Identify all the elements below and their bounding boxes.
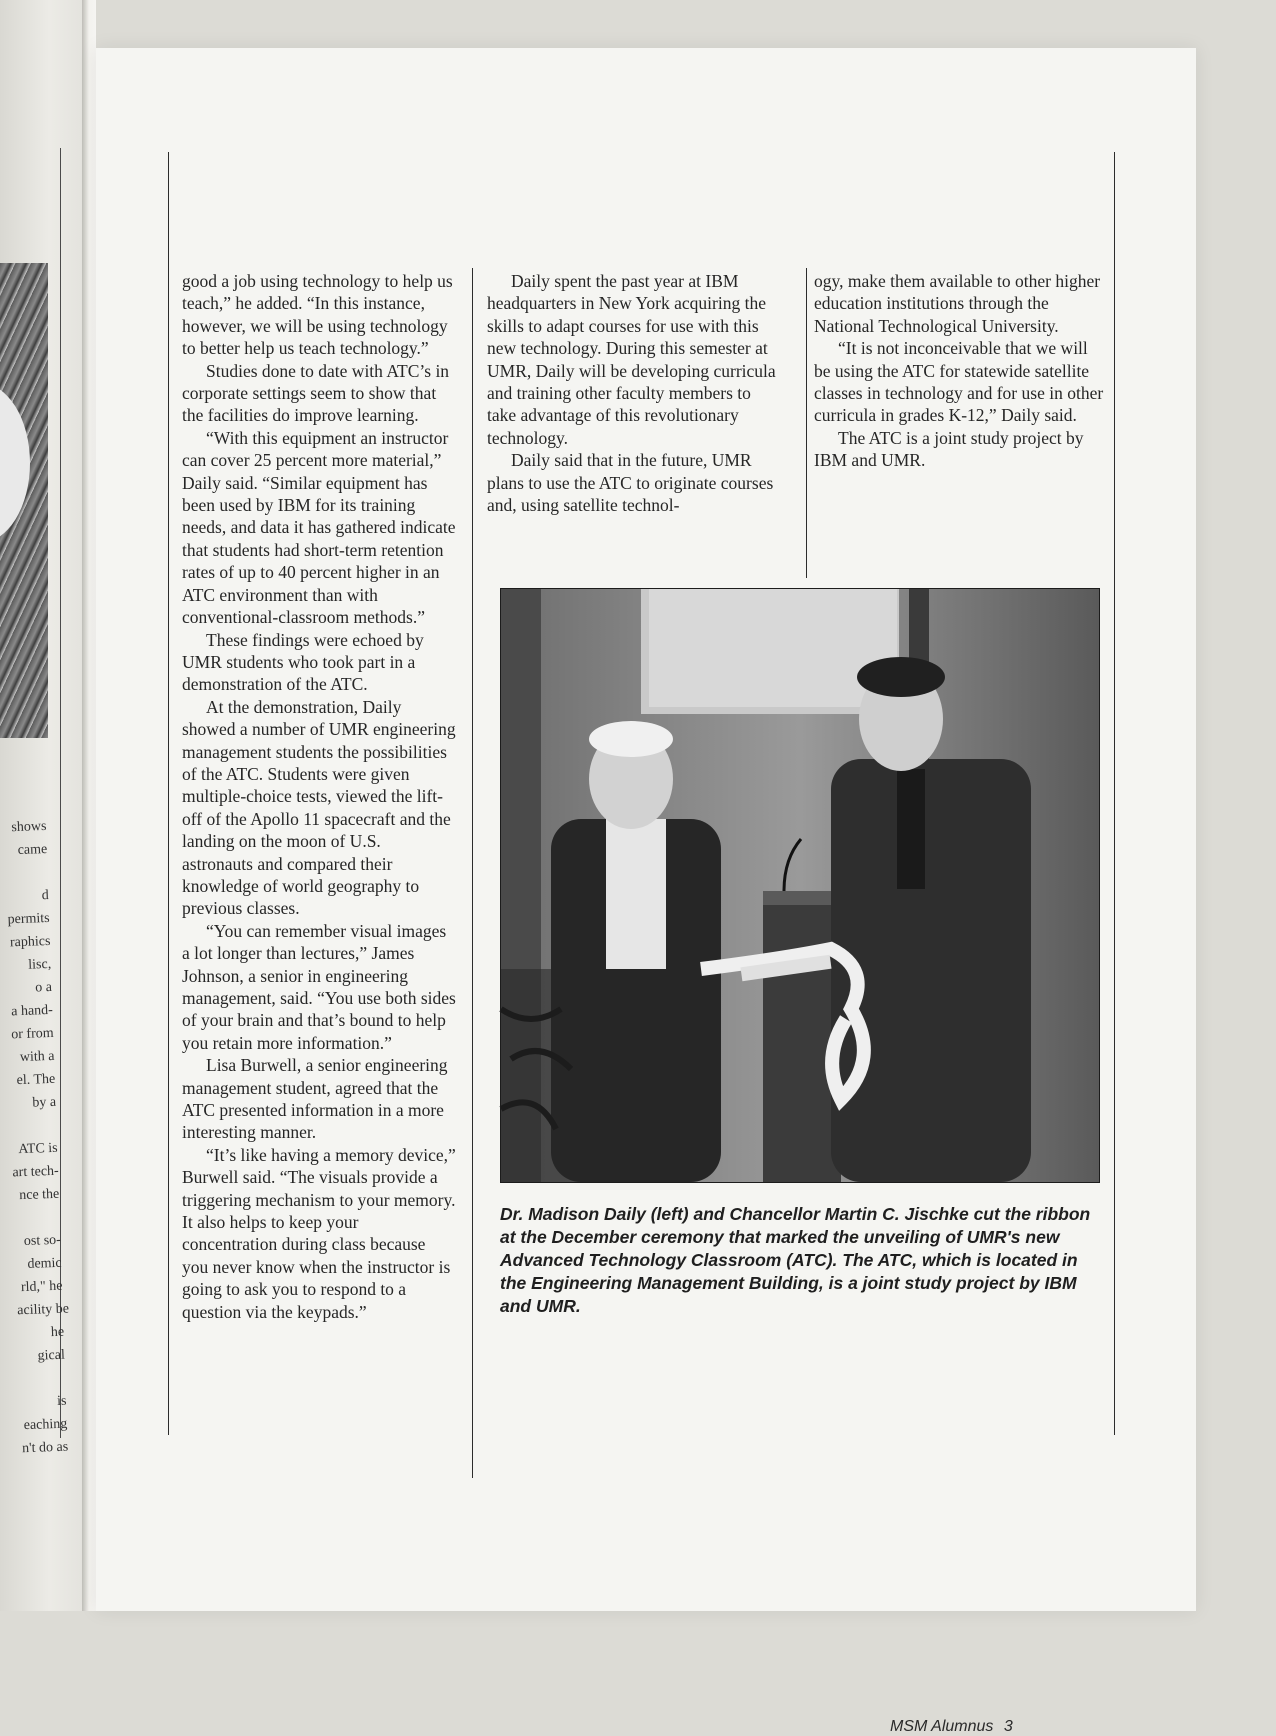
facing-page-line: or from	[10, 1025, 54, 1043]
facing-page-line: ost so-	[23, 1232, 62, 1250]
article-paragraph: Studies done to date with ATC’s in corporate settings seem to show that the facilities do improve learning.	[182, 360, 450, 426]
facing-page-line: el. The	[16, 1071, 56, 1089]
article-paragraph: At the demonstration, Daily showed a number of UMR engineering management students the possibilities of the ATC. Students were given multiple-choice tests, viewed the lift-off of the Apollo 11 spacecraft and the landing on the moon of U.S. astronauts and compared their knowledge of world geography to previous classes.	[182, 696, 456, 919]
facing-page	[0, 0, 82, 1611]
facing-page-line: eaching	[23, 1416, 68, 1434]
page-number: 3	[1003, 1718, 1013, 1735]
facing-page-line: he	[50, 1324, 65, 1341]
facing-page-line: lisc,	[28, 956, 52, 973]
facing-page-line: n't do as	[21, 1439, 69, 1457]
facing-page-line	[19, 1367, 66, 1392]
facing-page-line: permits	[7, 910, 50, 928]
facing-page-line: nce the	[18, 1186, 60, 1204]
facing-page-line: gical	[37, 1347, 66, 1364]
article-paragraph: The ATC is a joint study project by IBM and UMR.	[814, 427, 1084, 471]
article-paragraph: ogy, make them available to other higher education institutions through the National Technological University.	[814, 271, 1101, 336]
facing-page-line	[10, 1114, 57, 1139]
facing-page-line: o a	[35, 979, 53, 996]
article-paragraph: Lisa Burwell, a senior engineering management student, agreed that the ATC presented information in a more interesting manner.	[182, 1055, 448, 1143]
article-paragraph: Daily spent the past year at IBM headquarters in New York acquiring the skills to adapt courses for use with this new technology. During this semester at UMR, Daily will be developing curricula and training other faculty members to take advantage of this revolutionary technology.	[487, 271, 776, 448]
column-rule	[472, 268, 473, 1478]
article-paragraph: Daily said that in the future, UMR plans to use the ATC to originate courses and, using satellite technol-	[487, 450, 774, 516]
ribbon-cutting-photo-graphic	[501, 589, 1099, 1182]
article-paragraph: “With this equipment an instructor can cover 25 percent more material,” Daily said. “Similar equipment has been used by IBM for its training needs, and data it has gathered indicate that students had short-term retention rates of up to 40 percent higher in an ATC environment than with conventional-classroom methods.”	[182, 427, 456, 628]
article-column-2	[487, 270, 780, 516]
article-paragraph: These findings were echoed by UMR students who took part in a demonstration of the ATC.	[182, 629, 424, 695]
facing-page-line: rld," he	[20, 1278, 63, 1296]
ribbon-cutting-photo	[500, 588, 1100, 1183]
facing-page-line: a hand-	[10, 1002, 54, 1020]
facing-page-line: acility be	[17, 1301, 70, 1319]
facing-page-line: came	[17, 841, 48, 859]
publication-name: MSM Alumnus	[890, 1718, 994, 1735]
facing-page-line: raphics	[9, 933, 51, 951]
article-paragraph: “It is not inconceivable that we will be using the ATC for statewide satellite classes in technology and for use in other curricula in grades K-12,” Daily said.	[814, 338, 1104, 426]
facing-page-line: d	[41, 887, 50, 904]
magazine-page	[96, 48, 1196, 1611]
facing-page-line: demic	[27, 1255, 62, 1272]
facing-page-line: by a	[32, 1094, 57, 1111]
facing-page-line: art tech-	[12, 1163, 59, 1181]
page-folio	[890, 1718, 1013, 1736]
facing-page-line: shows	[11, 818, 47, 836]
facing-page-line	[14, 1206, 61, 1231]
facing-page-text	[0, 815, 68, 1460]
article-column-3	[814, 270, 1104, 472]
facing-page-line: with a	[19, 1048, 55, 1066]
facing-page-line: ATC is	[18, 1140, 58, 1158]
right-border-rule	[1114, 152, 1115, 1435]
facing-page-photo	[0, 263, 48, 738]
article-paragraph: “You can remember visual images a lot longer than lectures,” James Johnson, a senior in engineering management, said. “You use both sides of your brain and that’s bound to help you retain more information.”	[182, 920, 456, 1053]
column-rule	[806, 268, 807, 578]
facing-page-line: is	[56, 1393, 67, 1409]
article-paragraph: “It’s like having a memory device,” Burwell said. “The visuals provide a triggering mechanism to your memory. It also helps to keep your concentration during class because you never know when the instructor is going to ask you to respond to a question via the keypads.”	[182, 1144, 456, 1322]
left-border-rule	[168, 152, 169, 1435]
book-gutter	[82, 0, 96, 1611]
photo-caption: Dr. Madison Daily (left) and Chancellor Martin C. Jischke cut the ribbon at the December ceremony that marked the unveiling of UMR's new Advanced Technology Classroom (ATC). The ATC, which is located in the Engineering Management Building, is a joint study project by IBM and UMR.	[500, 1204, 1091, 1316]
article-paragraph: good a job using technology to help us teach,” he added. “In this instance, however, we will be using technology to better help us teach technology.”	[182, 271, 453, 359]
facing-page-line	[2, 861, 49, 886]
article-column-1	[182, 270, 456, 1323]
